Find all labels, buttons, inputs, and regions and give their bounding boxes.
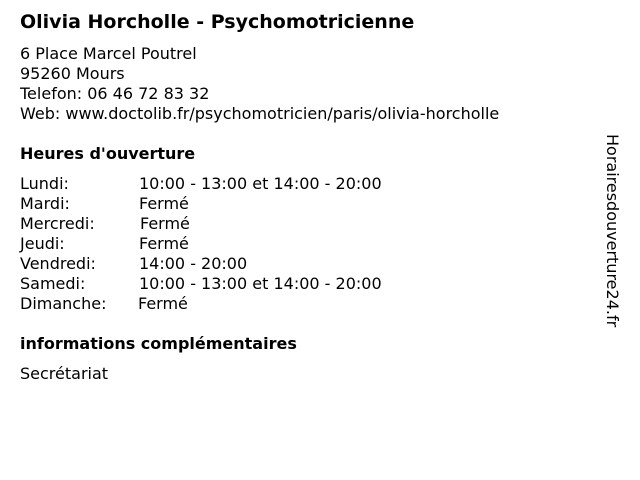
hours-day: Jeudi:: [20, 234, 65, 253]
address-block: [20, 44, 499, 124]
hours-time: 10:00 - 13:00 et 14:00 - 20:00: [139, 174, 382, 193]
phone-number: Telefon: 06 46 72 83 32: [20, 84, 210, 103]
hours-time: Fermé: [139, 194, 189, 213]
hours-time: Fermé: [140, 214, 190, 233]
opening-hours-heading: Heures d'ouverture: [20, 144, 196, 163]
hours-day: Mercredi:: [20, 214, 95, 233]
hours-day: Mardi:: [20, 194, 70, 213]
hours-time: 14:00 - 20:00: [139, 254, 248, 273]
hours-time: Fermé: [139, 234, 189, 253]
hours-time: Fermé: [138, 294, 188, 313]
website: Web: www.doctolib.fr/psychomotricien/paris/olivia-horcholle: [20, 104, 500, 123]
additional-info-text: Secrétariat: [20, 364, 109, 383]
side-brand-watermark: Horairesdouverture24.fr: [603, 134, 622, 328]
hours-day: Lundi:: [20, 174, 69, 193]
hours-day: Vendredi:: [20, 254, 96, 273]
additional-info-heading: informations complémentaires: [20, 334, 297, 353]
address-street: 6 Place Marcel Poutrel: [20, 44, 197, 63]
address-city: 95260 Mours: [20, 64, 125, 83]
hours-time: 10:00 - 13:00 et 14:00 - 20:00: [139, 274, 382, 293]
hours-day: Samedi:: [20, 274, 86, 293]
hours-day: Dimanche:: [20, 294, 107, 313]
page-title: Olivia Horcholle - Psychomotricienne: [20, 11, 415, 33]
